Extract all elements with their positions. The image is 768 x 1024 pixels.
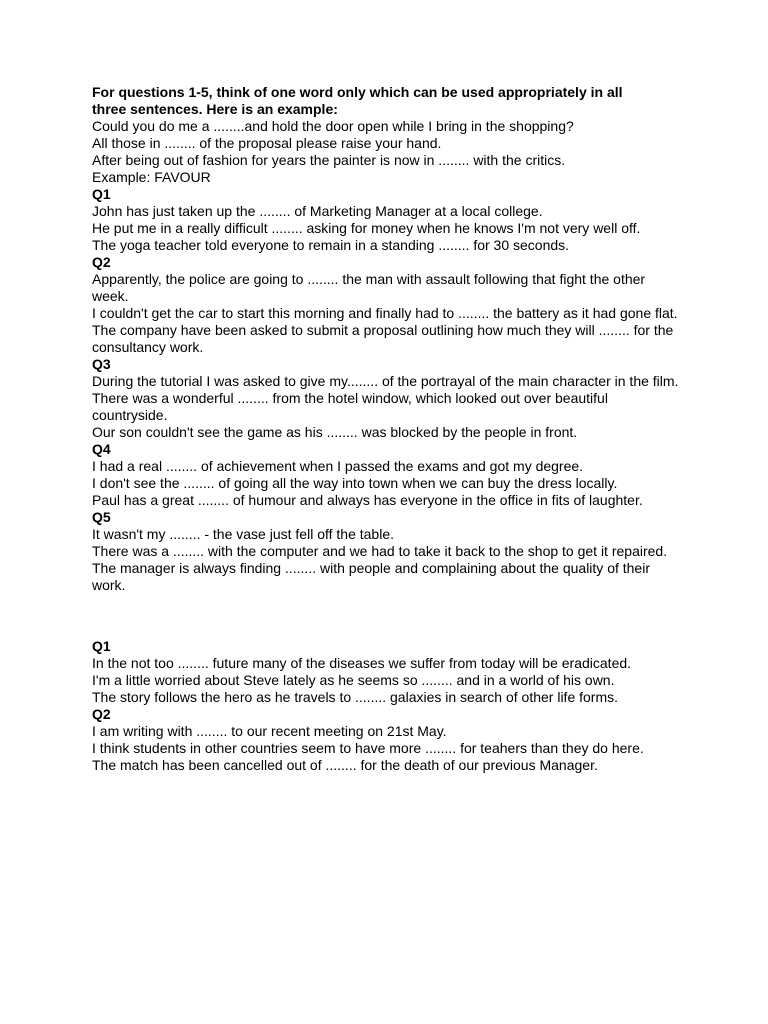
question-sentence: It wasn't my ........ - the vase just fell off the table. [92,526,394,542]
instructions-line-2: three sentences. Here is an example: [92,101,338,117]
question-sentence: During the tutorial I was asked to give my........ of the portrayal of the main character in the film. [92,373,679,389]
document-page [92,84,682,774]
question-sentence: I am writing with ........ to our recent meeting on 21st May. [92,723,447,739]
question-sentence: I don't see the ........ of going all the way into town when we can buy the dress locally. [92,475,618,491]
section-spacer [92,594,682,638]
question-sentence: I couldn't get the car to start this morning and finally had to ........ the battery as it had gone flat. [92,305,678,321]
question-label: Q1 [92,186,111,202]
instructions-line-1: For questions 1-5, think of one word only which can be used appropriately in all [92,84,623,100]
question-sentence: In the not too ........ future many of the diseases we suffer from today will be eradicated. [92,655,632,671]
question-sentence: There was a ........ with the computer and we had to take it back to the shop to get it repaired. [92,543,668,559]
question-sentence: Paul has a great ........ of humour and always has everyone in the office in fits of laughter. [92,492,643,508]
question-sentence: I think students in other countries seem to have more ........ for teahers than they do here. [92,740,644,756]
question-sentence: There was a wonderful ........ from the hotel window, which looked out over beautiful countryside. [92,390,608,423]
question-sentence: John has just taken up the ........ of Marketing Manager at a local college. [92,203,543,219]
question-sentence: The company have been asked to submit a proposal outlining how much they will ........ for the consultancy work. [92,322,674,355]
question-sentence: The manager is always finding ........ with people and complaining about the quality of their work. [92,560,650,593]
question-label: Q2 [92,254,111,270]
question-sentence: The yoga teacher told everyone to remain in a standing ........ for 30 seconds. [92,237,570,253]
example-sentence: After being out of fashion for years the painter is now in ........ with the critics. [92,152,566,168]
example-sentence: Could you do me a ........and hold the door open while I bring in the shopping? [92,118,574,134]
question-label: Q5 [92,509,111,525]
example-sentence: All those in ........ of the proposal please raise your hand. [92,135,442,151]
question-label: Q3 [92,356,111,372]
question-label: Q2 [92,706,111,722]
question-sentence: Our son couldn't see the game as his ........ was blocked by the people in front. [92,424,578,440]
question-label: Q4 [92,441,111,457]
question-label: Q1 [92,638,111,654]
example-answer: Example: FAVOUR [92,169,211,185]
question-sentence: The match has been cancelled out of ........ for the death of our previous Manager. [92,757,598,773]
question-sentence: I'm a little worried about Steve lately as he seems so ........ and in a world of his own. [92,672,615,688]
question-sentence: He put me in a really difficult ........ asking for money when he knows I'm not very well off. [92,220,641,236]
question-sentence: The story follows the hero as he travels to ........ galaxies in search of other life forms. [92,689,619,705]
question-sentence: Apparently, the police are going to ........ the man with assault following that fight the other week. [92,271,646,304]
question-sentence: I had a real ........ of achievement when I passed the exams and got my degree. [92,458,584,474]
